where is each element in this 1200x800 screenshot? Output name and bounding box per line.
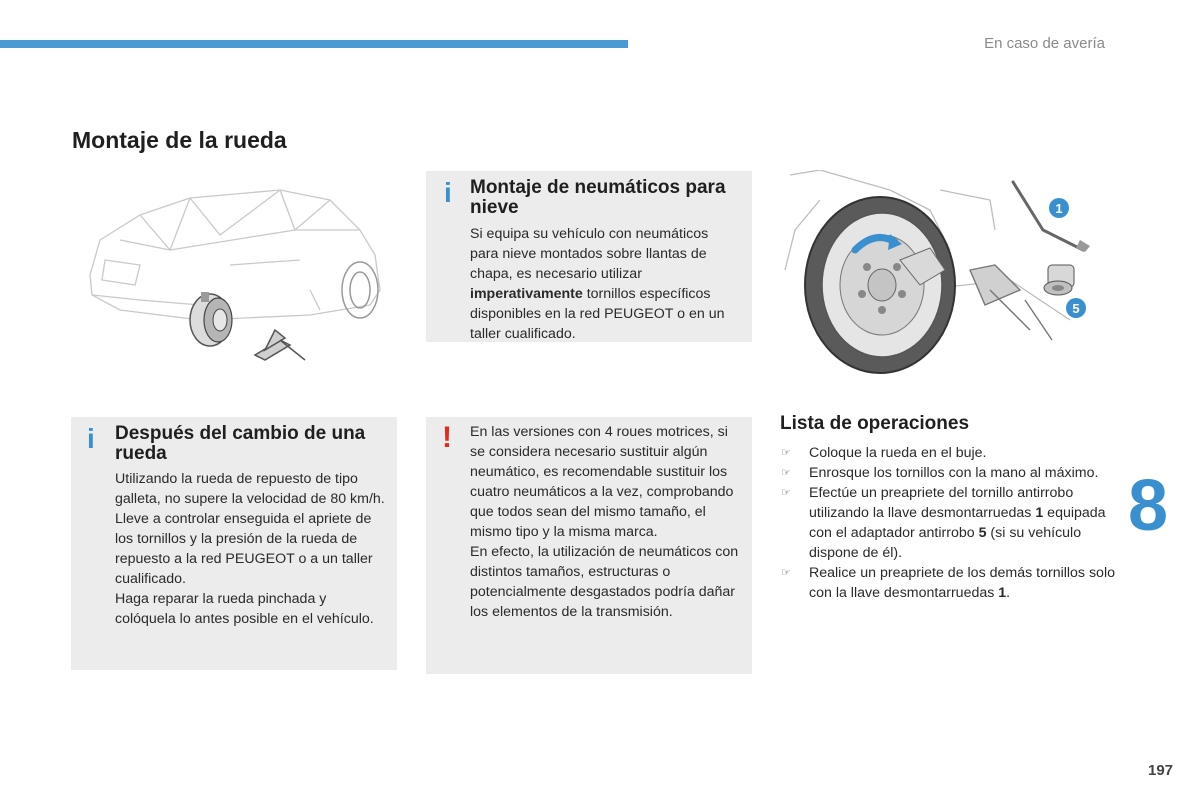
after-change-title: Después del cambio de una rueda <box>115 423 366 464</box>
callout-5-label: 5 <box>1072 301 1080 316</box>
info-icon: i <box>444 177 452 208</box>
header-accent-bar <box>0 40 628 48</box>
callout-1-label: 1 <box>1055 201 1063 216</box>
operations-title: Lista de operaciones <box>780 413 970 434</box>
arrow-bullet-icon: ☞ <box>781 487 791 499</box>
after-change-paragraph: Lleve a controlar enseguida el apriete de los tornillos y la presión de la rueda de repuesto a la red PEUGEOT o a un taller cualificado. <box>115 511 373 587</box>
warning-paragraph: En las versiones con 4 roues motrices, si se considera necesario sustituir algún neumático, es recomendable sustituir los cuatro neumáticos a la vez, comprobando que todos sean del mismo tamaño, el mismo tipo y la misma marca. <box>470 424 734 540</box>
after-change-paragraph: Haga reparar la rueda pinchada y colóquela lo antes posible en el vehículo. <box>115 591 374 627</box>
chapter-number: 8 <box>1128 466 1169 546</box>
arrow-bullet-icon: ☞ <box>781 567 791 579</box>
arrow-bullet-icon: ☞ <box>781 447 791 459</box>
warning-icon: ! <box>442 421 452 454</box>
snow-tyres-title: Montaje de neumáticos para nieve <box>470 177 726 218</box>
operation-step: ☞ Efectúe un preapriete del tornillo antirrobo utilizando la llave desmontarruedas 1 equipada con el adaptador antirrobo 5 (si su vehículo dispone de él). <box>781 485 1106 561</box>
section-header: En caso de avería <box>984 35 1105 52</box>
page-title: Montaje de la rueda <box>72 127 287 153</box>
after-wheel-change-info-box <box>71 417 397 670</box>
car-jack-illustration <box>80 180 390 370</box>
operations-list-section <box>780 413 1120 603</box>
operation-step: ☞ Realice un preapriete de los demás tornillos solo con la llave desmontarruedas 1. <box>781 565 1115 601</box>
after-change-paragraph: Utilizando la rueda de repuesto de tipo galleta, no supere la velocidad de 80 km/h. <box>115 471 385 507</box>
warning-paragraph: En efecto, la utilización de neumáticos con distintos tamaños, estructuras o potencialmente desgastados podría dañar los elementos de la transmisión. <box>470 544 739 620</box>
operations-list <box>780 443 1120 603</box>
wheel-mounting-illustration <box>780 170 1105 380</box>
snow-tyres-text: Si equipa su vehículo con neumáticos para nieve montados sobre llantas de chapa, es necesario utilizar imperativamente tornillos específicos disponibles en la red PEUGEOT o en un taller cualificado. <box>470 226 725 342</box>
operation-step: ☞ Enrosque los tornillos con la mano al máximo. <box>781 465 1099 481</box>
page-number: 197 <box>1148 762 1174 779</box>
info-icon: i <box>87 423 95 454</box>
arrow-bullet-icon: ☞ <box>781 467 791 479</box>
four-wheel-drive-warning-box <box>426 417 752 674</box>
operation-step: ☞ Coloque la rueda en el buje. <box>781 445 987 461</box>
snow-tyres-info-box <box>426 171 752 342</box>
